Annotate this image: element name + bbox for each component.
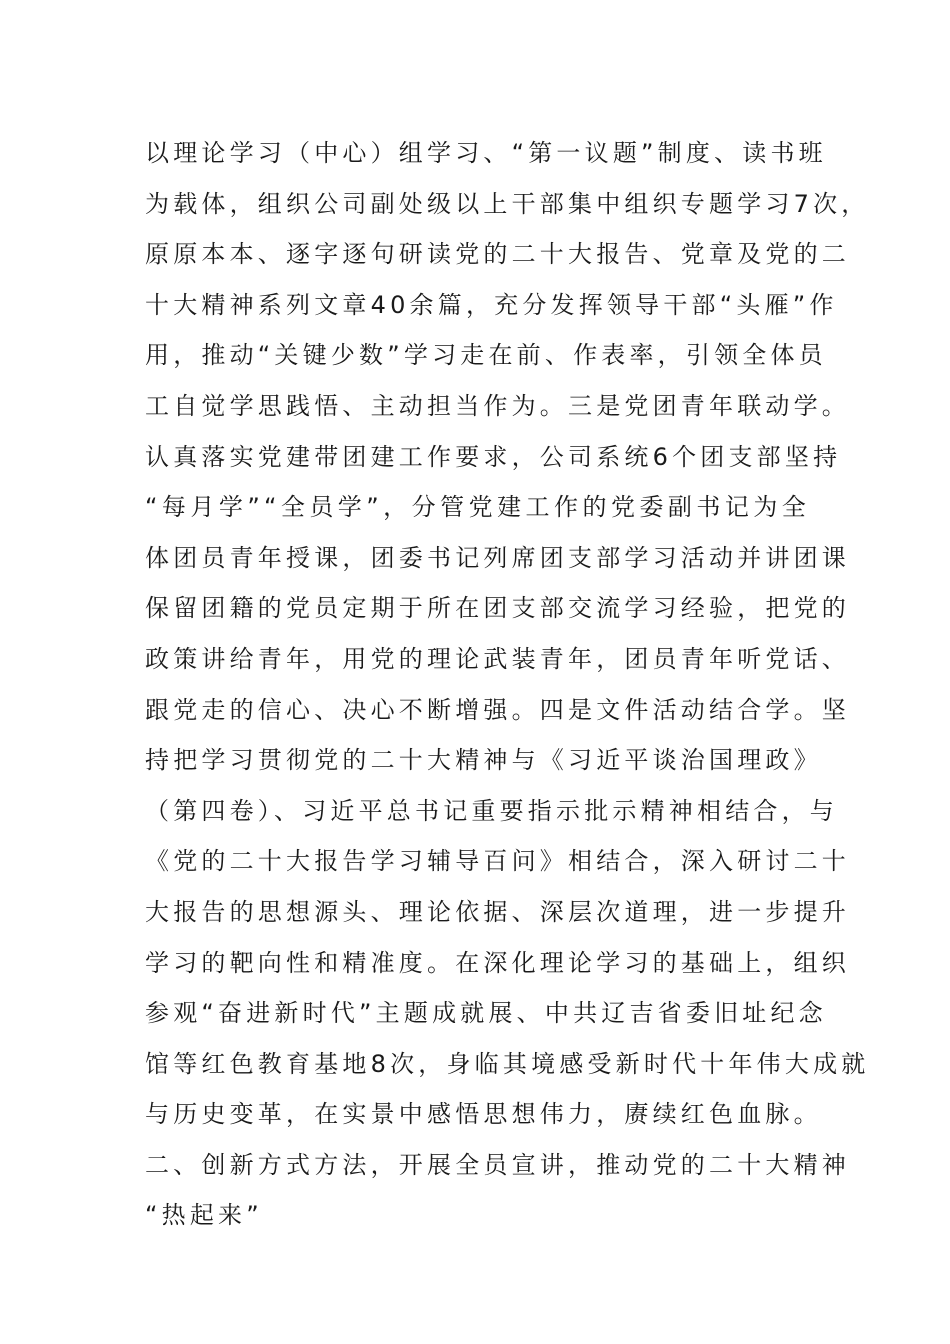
section-heading: 二、创新方式方法，开展全员宣讲，推动党的二十大精神 bbox=[145, 1150, 850, 1179]
text-line: 工自觉学思践悟、主动担当作为。三是党团青年联动学。 bbox=[145, 391, 850, 420]
text-line: 认真落实党建带团建工作要求，公司系统6个团支部坚持 bbox=[145, 442, 842, 471]
text-line: 持把学习贯彻党的二十大精神与《习近平谈治国理政》 bbox=[145, 746, 822, 775]
text-line: 大报告的思想源头、理论依据、深层次道理，进一步提升 bbox=[145, 897, 850, 926]
text-line: 与历史变革，在实景中感悟思想伟力，赓续红色血脉。 bbox=[145, 1100, 822, 1129]
body-text bbox=[145, 128, 870, 1241]
section-heading-continued: “热起来” bbox=[145, 1201, 263, 1230]
text-line: 为载体，组织公司副处级以上干部集中组织专题学习7次， bbox=[145, 189, 870, 218]
text-line: 馆等红色教育基地8次，身临其境感受新时代十年伟大成就 bbox=[145, 1049, 870, 1078]
text-line: 《党的二十大报告学习辅导百问》相结合，深入研讨二十 bbox=[145, 847, 850, 876]
text-line: 体团员青年授课，团委书记列席团支部学习活动并讲团课 bbox=[145, 543, 850, 572]
text-line: （第四卷）、习近平总书记重要指示批示精神相结合，与 bbox=[145, 796, 838, 825]
text-line: 政策讲给青年，用党的理论武装青年，团员青年听党话、 bbox=[145, 644, 850, 673]
text-line: 保留团籍的党员定期于所在团支部交流学习经验，把党的 bbox=[145, 594, 850, 623]
text-line: 十大精神系列文章40余篇，充分发挥领导干部“头雁”作 bbox=[145, 290, 838, 319]
text-line: 学习的靶向性和精准度。在深化理论学习的基础上，组织 bbox=[145, 948, 850, 977]
text-line: 用，推动“关键少数”学习走在前、作表率，引领全体员 bbox=[145, 341, 827, 370]
text-line: “每月学”“全员学”，分管党建工作的党委副书记为全 bbox=[145, 493, 810, 522]
text-line: 以理论学习（中心）组学习、“第一议题”制度、读书班 bbox=[145, 139, 827, 167]
text-line: 跟党走的信心、决心不断增强。四是文件活动结合学。坚 bbox=[145, 695, 850, 724]
text-line: 原原本本、逐字逐句研读党的二十大报告、党章及党的二 bbox=[145, 240, 850, 269]
text-line: 参观“奋进新时代”主题成就展、中共辽吉省委旧址纪念 bbox=[145, 999, 827, 1028]
